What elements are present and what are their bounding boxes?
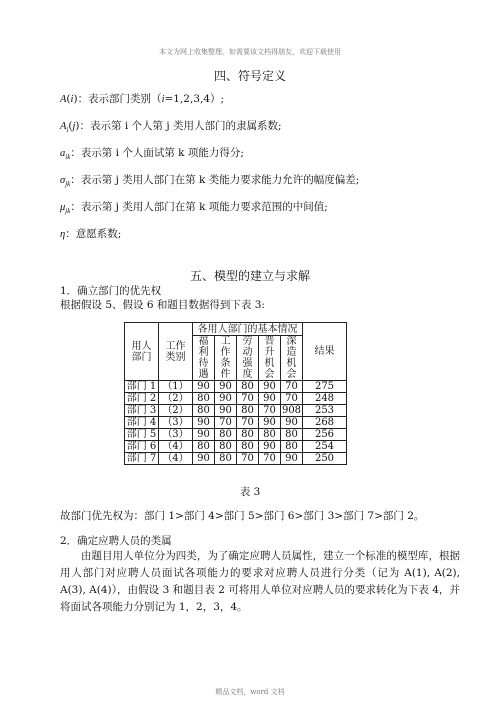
cell-result: 256 [303, 429, 347, 441]
table-3-caption: 表 3 [239, 486, 261, 498]
cell-result: 253 [303, 405, 347, 417]
cell-value: 80 [193, 441, 215, 453]
cell-type: （2） [159, 405, 193, 417]
cell-value: 90 [193, 453, 215, 465]
header-attr-2: 劳 动 强 度 [237, 336, 259, 381]
cell-value: 80 [237, 441, 259, 453]
definition-ai-j: $A_i(j)$：表示第 i 个人第 j 类用人部门的隶属系数; [60, 120, 282, 135]
table-row [125, 417, 347, 429]
cell-value: 80 [237, 381, 259, 393]
table-row [125, 429, 347, 441]
cell-type: （4） [159, 453, 193, 465]
subsection-1-title: 1．确立部门的优先权 [60, 285, 162, 297]
cell-value: 90 [215, 381, 237, 393]
cell-value: 80 [193, 393, 215, 405]
cell-value: 80 [215, 429, 237, 441]
header-attr-3: 晋 升 机 会 [259, 336, 281, 381]
subsection-2-paragraph: 由题目用人单位分为四类，为了确定应聘人员属性，建立一个标准的模型库，根据用人部门对应聘人员面试各项能力的要求对应聘人员进行分类（记为 A(1), A(2), A(3), A(4)），由假设 3 和题目表 2 可将用人单位对应聘人员的要求转化为下表 4，并将面试各项能力分别记为 1，2，3，4。 [60, 550, 460, 613]
cell-value: 90 [281, 417, 303, 429]
cell-value: 90 [193, 417, 215, 429]
cell-value: 80 [259, 429, 281, 441]
symbol-definitions [60, 92, 460, 254]
cell-value: 90 [259, 381, 281, 393]
cell-dept: 部门 3 [125, 405, 159, 417]
header-attr-1: 工 作 条 件 [215, 336, 237, 381]
header-group: 各用人部门的基本情况 [193, 323, 303, 336]
cell-dept: 部门 7 [125, 453, 159, 465]
section-4-title: 四、符号定义 [213, 69, 286, 83]
cell-result: 250 [303, 453, 347, 465]
cell-value: 90 [193, 429, 215, 441]
cell-value: 90 [259, 441, 281, 453]
table-row [125, 381, 347, 393]
table-row [125, 453, 347, 465]
cell-value: 90 [193, 381, 215, 393]
definition-mu-jk: $\mu_{jk}$：表示第 j 类用人部门在第 k 项能力要求范围的中间值; [60, 201, 328, 216]
cell-value: 80 [237, 429, 259, 441]
cell-value: 70 [281, 393, 303, 405]
header-dept: 用人部门 [125, 323, 159, 381]
cell-result: 275 [303, 381, 347, 393]
cell-value: 90 [259, 393, 281, 405]
subsection-2-title: 2．确定应聘人员的类属 [60, 535, 172, 547]
definition-a-ik: $a_{ik}$：表示第 i 个人面试第 k 项能力得分; [60, 147, 244, 162]
cell-value: 80 [281, 441, 303, 453]
table-row [125, 405, 347, 417]
cell-dept: 部门 4 [125, 417, 159, 429]
watermark-text: 本文为网上收集整理，如需要该文档得朋友，欢迎下载使用 [159, 48, 341, 56]
cell-type: （4） [159, 441, 193, 453]
cell-value: 70 [215, 417, 237, 429]
cell-type: （3） [159, 417, 193, 429]
header-attr-0: 福 利 待 遇 [193, 336, 215, 381]
section-5-title: 五、模型的建立与求解 [189, 269, 310, 283]
cell-value: 70 [237, 417, 259, 429]
cell-value: 90 [215, 405, 237, 417]
cell-dept: 部门 6 [125, 441, 159, 453]
cell-value: 70 [237, 393, 259, 405]
cell-type: （3） [159, 429, 193, 441]
cell-value: 90 [281, 453, 303, 465]
definition-a-i: A(i)：表示部门类别（i=1,2,3,4）; [60, 93, 225, 105]
table-row [125, 393, 347, 405]
cell-value: 90 [259, 417, 281, 429]
table-3 [124, 322, 347, 465]
cell-value: 70 [281, 381, 303, 393]
cell-result: 268 [303, 417, 347, 429]
cell-result: 248 [303, 393, 347, 405]
header-type: 工作类别 [159, 323, 193, 381]
cell-value: 90 [215, 393, 237, 405]
footer-text: 精品文档，word 文档 [215, 688, 285, 696]
cell-type: （1） [159, 381, 193, 393]
subsection-1-intro: 根据假设 5、假设 6 和题目数据得到下表 3: [60, 299, 265, 311]
cell-value: 80 [281, 429, 303, 441]
cell-value: 80 [193, 405, 215, 417]
cell-value: 80 [215, 441, 237, 453]
cell-value: 70 [259, 453, 281, 465]
header-result: 结果 [303, 323, 347, 381]
cell-value: 908 [281, 405, 302, 416]
definition-eta: η：意愿系数; [60, 228, 122, 240]
cell-dept: 部门 1 [125, 381, 159, 393]
cell-dept: 部门 5 [125, 429, 159, 441]
cell-type: （2） [159, 393, 193, 405]
cell-result: 254 [303, 441, 347, 453]
definition-sigma-jk: $\sigma_{jk}$：表示第 j 类用人部门在第 k 类能力要求能力允许的幅度偏差; [60, 174, 360, 189]
cell-value: 70 [259, 405, 281, 417]
priority-conclusion: 故部门优先权为：部门 1>部门 4>部门 5>部门 6>部门 3>部门 7>部门 2。 [60, 510, 425, 522]
header-attr-4: 深 造 机 会 [281, 336, 303, 381]
cell-value: 80 [215, 453, 237, 465]
cell-value: 70 [237, 453, 259, 465]
table-row [125, 441, 347, 453]
cell-value: 80 [237, 405, 259, 417]
cell-dept: 部门 2 [125, 393, 159, 405]
